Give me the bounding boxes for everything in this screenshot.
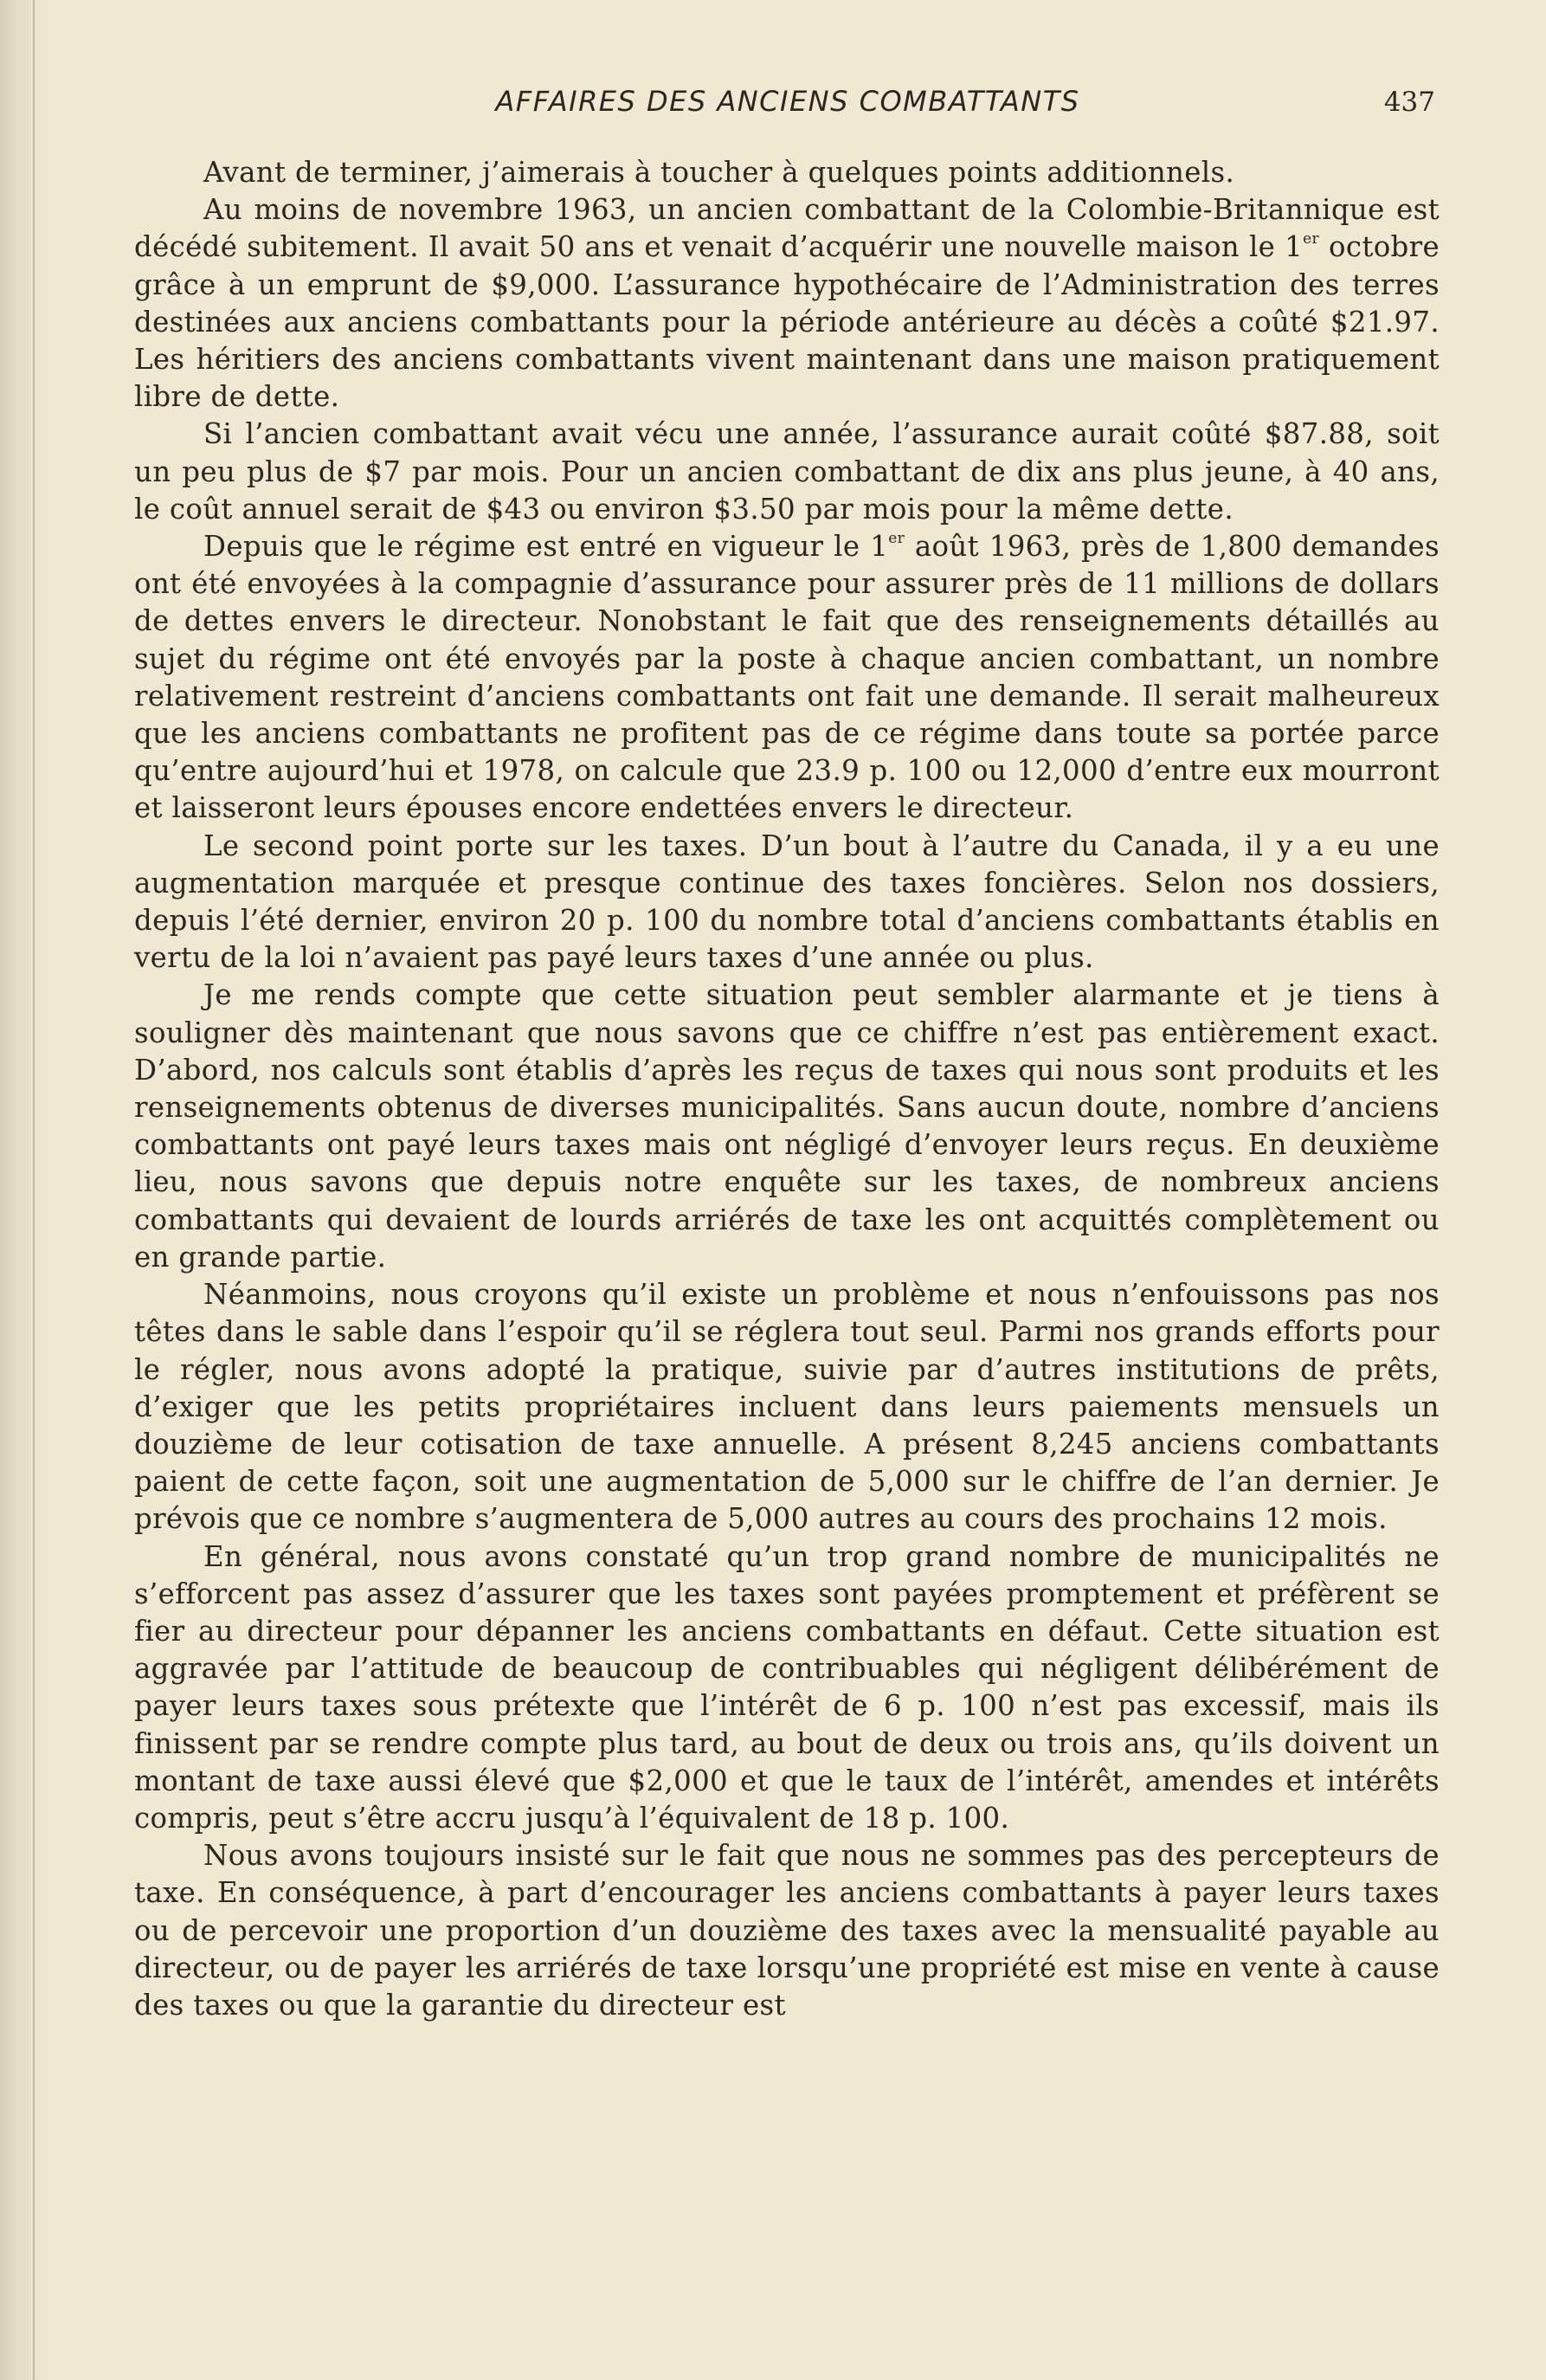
paragraph: Je me rends compte que cette situation peut sembler alarmante et je tiens à souligner dès maintenant que nous savons que ce chiffre n’est pas entièrement exact. D’abord, nos calculs sont établis d’après les reçus de taxes qui nous sont produits et les renseignements obtenus de diverses municipalités. Sans aucun doute, nombre d’anciens combattants ont payé leurs taxes mais ont négligé d’envoyer leurs reçus. En deuxième lieu, nous savons que depuis notre enquête sur les taxes, de nombreux anciens combattants qui devaient de lourds arriérés de taxe les ont acquittés complètement ou en grande partie. xyxy=(134,978,1440,1274)
paragraph: Avant de terminer, j’aimerais à toucher à quelques points additionnels. xyxy=(203,156,1235,189)
body-text xyxy=(134,154,1440,2024)
running-title: AFFAIRES DES ANCIENS COMBATTANTS xyxy=(495,85,1080,118)
paragraph: En général, nous avons constaté qu’un trop grand nombre de municipalités ne s’efforcent pas assez d’assurer que les taxes sont payées promptement et préfèrent se fier au directeur pour dépanner les anciens combattants en défaut. Cette situation est aggravée par l’attitude de beaucoup de contribuables qui négligent délibérément de payer leurs taxes sous prétexte que l’intérêt de 6 p. 100 n’est pas excessif, mais ils finissent par se rendre compte plus tard, au bout de deux ou trois ans, qu’ils doivent un montant de taxe aussi élevé que $2,000 et que le taux de l’intérêt, amendes et intérêts compris, peut s’être accru jusqu’à l’équivalent de 18 p. 100. xyxy=(134,1539,1440,1835)
paragraph: Au moins de novembre 1963, un ancien combattant de la Colombie-Britannique est décédé subitement. Il avait 50 ans et venait d’acquérir une nouvelle maison le 1er octobre grâce à un emprunt de $9,000. L’assurance hypothécaire de l’Administration des terres destinées aux anciens combattants pour la période antérieure au décès a coûté $21.97. Les héritiers des anciens combattants vivent maintenant dans une maison pratiquement libre de dette. xyxy=(134,193,1440,414)
page-header xyxy=(130,85,1446,128)
page-number: 437 xyxy=(1383,87,1435,118)
ordinal-suffix: er xyxy=(888,530,905,548)
paragraph: Depuis que le régime est entré en vigueur le 1er août 1963, près de 1,800 demandes ont été envoyées à la compagnie d’assurance pour assurer près de 11 millions de dollars de dettes envers le directeur. Nonobstant le fait que des renseignements détaillés au sujet du régime ont été envoyés par la poste à chaque ancien combattant, un nombre relativement restreint d’anciens combattants ont fait une demande. Il serait malheureux que les anciens combattants ne profitent pas de ce régime dans toute sa portée parce qu’entre aujourd’hui et 1978, on calcule que 23.9 p. 100 ou 12,000 d’entre eux mourront et laisseront leurs épouses encore endettées envers le directeur. xyxy=(134,530,1440,825)
binding-shadow xyxy=(33,0,35,2380)
paragraph: Nous avons toujours insisté sur le fait que nous ne sommes pas des percepteurs de taxe. En conséquence, à part d’encourager les anciens combattants à payer leurs taxes ou de percevoir une proportion d’un douzième des taxes avec la mensualité payable au directeur, ou de payer les arriérés de taxe lorsqu’une propriété est mise en vente à cause des taxes ou que la garantie du directeur est xyxy=(134,1839,1440,2022)
paragraph: Si l’ancien combattant avait vécu une année, l’assurance aurait coûté $87.88, soit un peu plus de $7 par mois. Pour un ancien combattant de dix ans plus jeune, à 40 ans, le coût annuel serait de $43 ou environ $3.50 par mois pour la même dette. xyxy=(134,417,1440,526)
paragraph: Le second point porte sur les taxes. D’un bout à l’autre du Canada, il y a eu une augmentation marquée et presque continue des taxes foncières. Selon nos dossiers, depuis l’été dernier, environ 20 p. 100 du nombre total d’anciens combattants établis en vertu de la loi n’avaient pas payé leurs taxes d’une année ou plus. xyxy=(134,829,1440,975)
paragraph: Néanmoins, nous croyons qu’il existe un problème et nous n’enfouissons pas nos têtes dans le sable dans l’espoir qu’il se réglera tout seul. Parmi nos grands efforts pour le régler, nous avons adopté la pratique, suivie par d’autres institutions de prêts, d’exiger que les petits propriétaires incluent dans leurs paiements mensuels un douzième de leur cotisation de taxe annuelle. A présent 8,245 anciens combattants paient de cette façon, soit une augmentation de 5,000 sur le chiffre de l’an dernier. Je prévois que ce nombre s’augmentera de 5,000 autres au cours des prochains 12 mois. xyxy=(134,1278,1440,1536)
ordinal-suffix: er xyxy=(1303,230,1320,248)
